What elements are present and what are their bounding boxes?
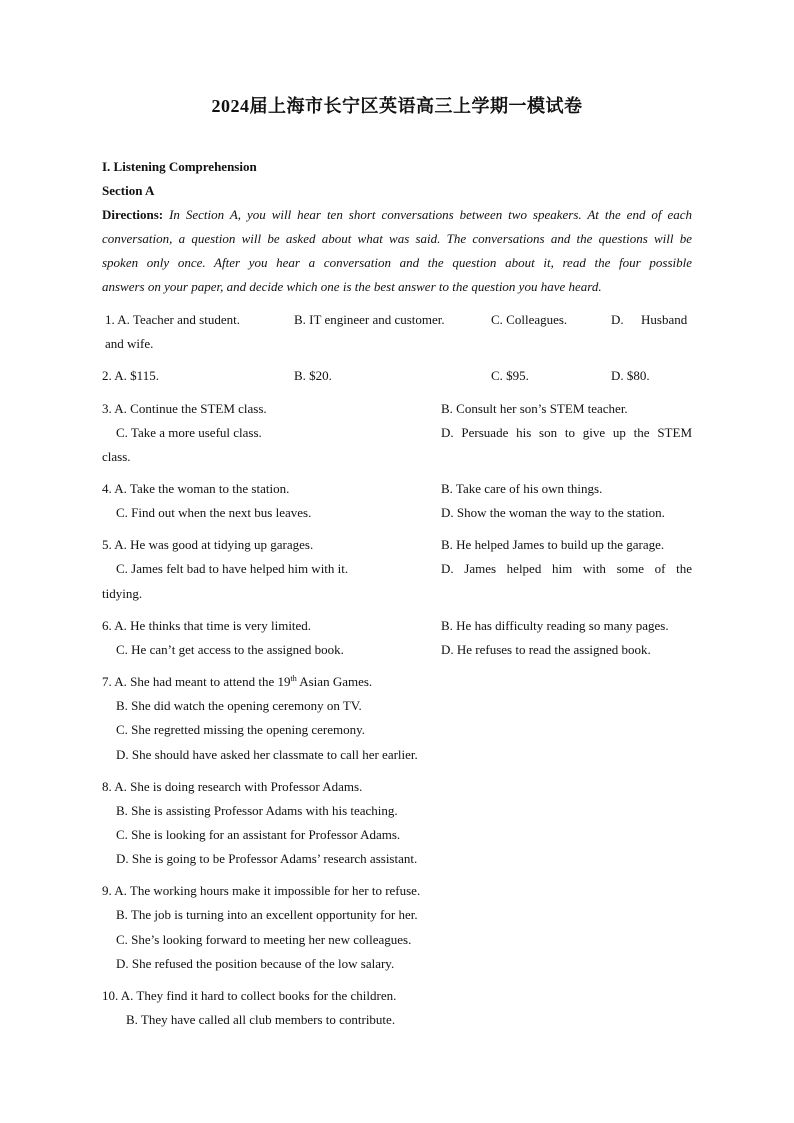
option-c: C. James felt bad to have helped him with it. bbox=[116, 561, 349, 576]
directions-line: Directions: In Section A, you will hear ten short conversations between two speakers. At the end of each bbox=[102, 207, 692, 222]
option-b: B. IT engineer and customer. bbox=[294, 312, 445, 327]
part-heading: I. Listening Comprehension bbox=[102, 159, 257, 174]
option-a: 1. A. Teacher and student. bbox=[105, 312, 240, 327]
option-c: C. Find out when the next bus leaves. bbox=[116, 505, 312, 520]
option-d-text: Husband bbox=[641, 312, 688, 327]
option-d: D. She refused the position because of the low salary. bbox=[116, 956, 395, 971]
option-b: B. She did watch the opening ceremony on TV. bbox=[116, 698, 362, 713]
option-a: 5. A. He was good at tidying up garages. bbox=[102, 537, 314, 552]
option-d: D. She should have asked her classmate to call her earlier. bbox=[116, 747, 418, 762]
option-b: B. He has difficulty reading so many pages. bbox=[441, 618, 669, 633]
option-b: B. Take care of his own things. bbox=[441, 481, 603, 496]
option-a: 2. A. $115. bbox=[102, 368, 159, 383]
directions-label: Directions: bbox=[102, 207, 164, 222]
directions bbox=[102, 203, 692, 299]
option-a: 9. A. The working hours make it impossible for her to refuse. bbox=[102, 883, 421, 898]
option-c: C. Take a more useful class. bbox=[116, 425, 262, 440]
option-d-continued: tidying. bbox=[102, 586, 143, 601]
option-a: 3. A. Continue the STEM class. bbox=[102, 401, 267, 416]
option-d: D. Persuade his son to give up the STEM bbox=[441, 425, 692, 440]
option-d-continued: and wife. bbox=[105, 336, 154, 351]
option-d: D. $80. bbox=[611, 368, 650, 383]
directions-line: answers on your paper, and decide which one is the best answer to the question you have heard. bbox=[102, 279, 602, 294]
directions-line: conversation, a question will be asked about what was said. The conversations and the questions will be bbox=[102, 231, 692, 246]
option-c: C. She regretted missing the opening ceremony. bbox=[116, 722, 365, 737]
option-b: B. They have called all club members to contribute. bbox=[126, 1012, 396, 1027]
option-a: 10. A. They find it hard to collect books for the children. bbox=[102, 988, 397, 1003]
option-a: 7. A. She had meant to attend the 19th Asian Games. bbox=[102, 674, 373, 689]
option-b: B. Consult her son’s STEM teacher. bbox=[441, 401, 628, 416]
section-heading: Section A bbox=[102, 183, 155, 198]
option-a: 8. A. She is doing research with Professor Adams. bbox=[102, 779, 363, 794]
option-d: D. He refuses to read the assigned book. bbox=[441, 642, 651, 657]
option-b: B. He helped James to build up the garage. bbox=[441, 537, 665, 552]
option-d: D. bbox=[611, 312, 624, 327]
option-c: C. She’s looking forward to meeting her new colleagues. bbox=[116, 932, 412, 947]
option-c: C. Colleagues. bbox=[491, 312, 568, 327]
option-b: B. The job is turning into an excellent opportunity for her. bbox=[116, 907, 418, 922]
option-a: 4. A. Take the woman to the station. bbox=[102, 481, 290, 496]
page-title: 2024届上海市长宁区英语高三上学期一模试卷 bbox=[211, 96, 583, 116]
option-d: D. Show the woman the way to the station. bbox=[441, 505, 665, 520]
option-d: D. She is going to be Professor Adams’ research assistant. bbox=[116, 851, 418, 866]
option-c: C. $95. bbox=[491, 368, 529, 383]
option-d: D. James helped him with some of the bbox=[441, 561, 692, 576]
option-c: C. She is looking for an assistant for Professor Adams. bbox=[116, 827, 401, 842]
option-c: C. He can’t get access to the assigned book. bbox=[116, 642, 344, 657]
option-b: B. $20. bbox=[294, 368, 332, 383]
option-d-continued: class. bbox=[102, 449, 131, 464]
option-a: 6. A. He thinks that time is very limited. bbox=[102, 618, 312, 633]
directions-line: spoken only once. After you hear a conversation and the question about it, read the four possible bbox=[102, 255, 692, 270]
option-b: B. She is assisting Professor Adams with his teaching. bbox=[116, 803, 398, 818]
